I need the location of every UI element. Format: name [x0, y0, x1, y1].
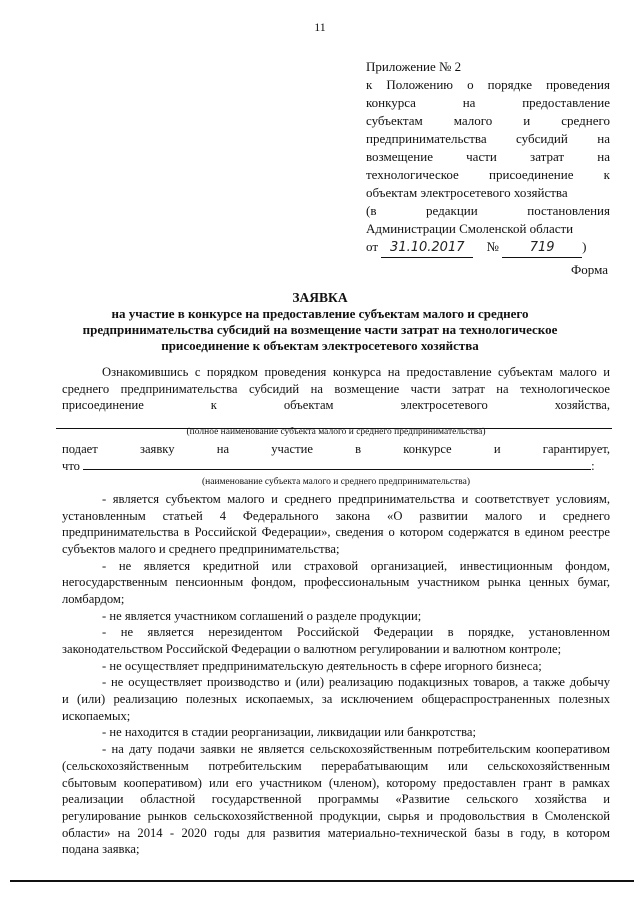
bullet-line: установленным статьей 4 Федерального закона «О развитии малого и среднего — [62, 508, 610, 523]
field-caption: (полное наименование субъекта малого и среднего предпринимательства) — [186, 427, 486, 438]
bullet-line: - не осуществляет предпринимательскую деятельность в сфере игорного бизнеса; — [102, 658, 542, 673]
colon: : — [591, 459, 595, 474]
appendix-line: возмещение части затрат на — [366, 149, 610, 164]
bullet-line: предпринимательства в Российской Федерации», сведения о котором содержатся в едином реестре — [62, 525, 610, 540]
appendix-block — [366, 58, 610, 256]
field-caption: (наименование субъекта малого и среднего предпринимательства) — [201, 477, 470, 488]
that-label: что — [62, 459, 80, 474]
title-subline: предпринимательства субсидий на возмещение части затрат на технологическое — [82, 322, 558, 337]
bullet-line: ломбардом; — [62, 591, 125, 606]
paragraph-line: подает заявку на участие в конкурсе и гарантирует, — [62, 441, 610, 456]
appendix-line: Администрации Смоленской области — [366, 221, 574, 236]
bullet-line: сбытовым кооперативом) или его участником (членом), которому предоставлен грант в рамках — [62, 775, 610, 790]
page-bottom-rule — [10, 880, 634, 882]
appendix-line: (в редакции постановления — [366, 203, 610, 218]
bullet-line: - не является нерезидентом Российской Федерации в порядке, установленном — [102, 625, 610, 640]
appendix-line: субъектам малого и среднего — [366, 113, 610, 128]
bullet-line: - не осуществляет производство и (или) реализацию подакцизных товаров, а также добычу — [102, 675, 610, 690]
paragraph-line: Ознакомившись с порядком проведения конкурса на предоставление субъектам малого и — [102, 365, 610, 379]
bullet-line: ископаемых; — [62, 708, 131, 723]
appendix-line: конкурса на предоставление — [366, 95, 610, 110]
appendix-line: к Положению о порядке проведения — [366, 77, 610, 92]
appendix-line: предпринимательства субсидий на — [366, 131, 610, 146]
body-text — [62, 364, 610, 858]
name-fill-underline — [83, 457, 591, 470]
bullet-line: - не является кредитной или страховой организацией, инвестиционным фондом, — [102, 558, 610, 573]
fill-line — [62, 457, 610, 474]
paragraph-line: среднего предпринимательства субсидий на возмещение части затрат на технологическое — [62, 381, 610, 396]
bullet-line: реализации областной государственной программы «Развитие сельского хозяйства и — [62, 792, 610, 807]
bullet-line: области» на 2014 - 2020 годы для развития материально-технической базы в году, в котором — [62, 825, 610, 840]
handwritten-date: 31.10.2017 — [381, 239, 473, 258]
appendix-line: объектам электросетевого хозяйства — [366, 185, 568, 200]
bullet-line: - является субъектом малого и среднего предпринимательства и соответствует условиям, — [102, 491, 610, 506]
paragraph-line: присоединение к объектам электросетевого хозяйства, — [62, 398, 610, 413]
document-title: ЗАЯВКА — [292, 290, 348, 305]
appendix-date-line — [366, 238, 610, 256]
full-name-underline — [56, 428, 612, 429]
bullet-line: - не находится в стадии реорганизации, ликвидации или банкротства; — [102, 725, 477, 740]
form-label: Форма — [571, 262, 608, 277]
handwritten-number: 719 — [502, 239, 582, 258]
close-paren: ) — [582, 239, 587, 254]
appendix-title: Приложение № 2 — [366, 59, 462, 74]
page-number: 11 — [314, 20, 326, 34]
bullet-line: субъектов малого и среднего предпринимательства; — [62, 541, 340, 556]
bullet-line: подана заявка; — [62, 842, 140, 857]
appendix-line: технологическое присоединение к — [366, 167, 610, 182]
bullet-line: и (или) реализацию полезных ископаемых, за исключением общераспространенных полезных — [62, 692, 610, 707]
number-sign: № — [486, 239, 499, 254]
bullet-line: законодательством Российской Федерации о валютном регулировании и валютном контроле; — [62, 642, 562, 657]
bullet-line: - не является участником соглашений о разделе продукции; — [102, 608, 422, 623]
title-subline: присоединение к объектам электросетевого хозяйства — [161, 338, 479, 353]
bullet-line: негосударственным пенсионным фондом, профессиональным участником рынка ценных бумаг, — [62, 575, 610, 590]
title-subline: на участие в конкурсе на предоставление субъектам малого и среднего — [111, 306, 529, 321]
bullet-line: (сельскохозяйственным потребительским перерабатывающим или сельскохозяйственным — [62, 758, 610, 773]
from-label: от — [366, 239, 379, 254]
bullet-line: - на дату подачи заявки не является сельскохозяйственным потребительским кооперативом — [102, 742, 610, 757]
bullet-line: регулирование рынков сельскохозяйственной продукции, сырья и продовольствия в Смоленской — [62, 808, 610, 823]
